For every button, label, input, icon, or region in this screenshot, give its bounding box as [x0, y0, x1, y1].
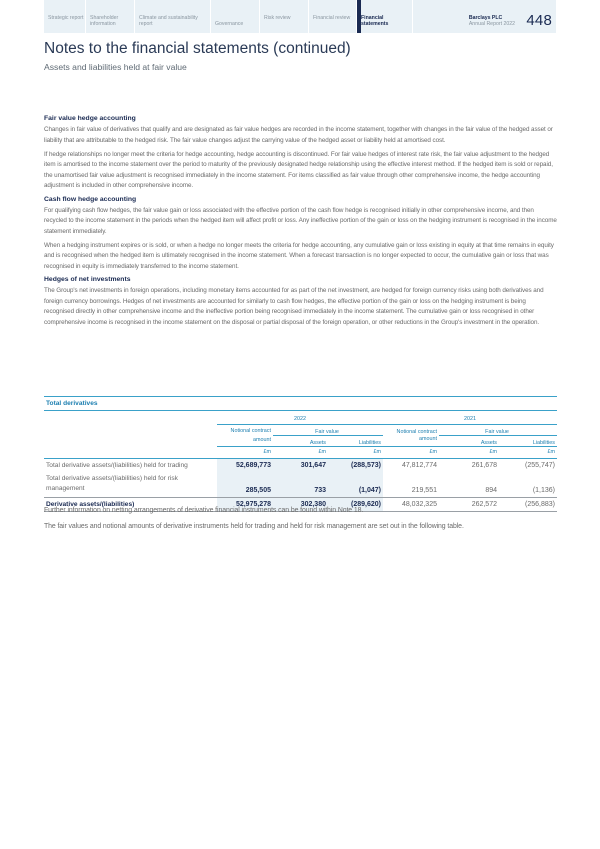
cell-notional-2021: 47,812,774: [401, 462, 437, 470]
cell-assets-2022: 733: [273, 473, 328, 497]
fair-value-header-2021: Fair value: [439, 424, 557, 435]
top-navigation: [44, 0, 556, 33]
year-header-2021: 2021: [383, 411, 557, 424]
section-heading-fair-value-hedge: Fair value hedge accounting: [44, 115, 136, 122]
brand-report: Annual Report 2022: [468, 21, 515, 28]
derivatives-table: [44, 411, 557, 512]
unit-label: £m: [439, 446, 499, 458]
unit-label: £m: [383, 446, 439, 458]
row-label: Total derivative assets/(liabilities) held for risk management: [46, 474, 178, 492]
nav-tab-risk-review[interactable]: Risk review: [260, 0, 309, 33]
row-label: Derivative assets/(liabilities): [44, 497, 217, 511]
section-heading-cash-flow-hedge: Cash flow hedge accounting: [44, 195, 137, 203]
col-liabilities-2021: Liabilities: [499, 435, 557, 446]
cell-assets-2021: 894: [485, 486, 497, 494]
footer-notes: [44, 506, 557, 537]
col-assets-2022: Assets: [273, 435, 328, 446]
page-subtitle: Assets and liabilities held at fair value: [44, 62, 187, 72]
paragraph: The Group's net investments in foreign operations, including monetary items accounted for as part of the net investment, are hedged for foreign currency risks using both derivatives and foreign currency borrowings. Hedges of net investments are accounted for similarly to cash flow hedges, the effective portion of the gain or loss on the hedging instrument is being recognised directly in other comprehensive income and the ineffective portion being recognised immediately in the income statement. The cumulative gain or loss recognised in other comprehensive income is recognised in the income statement on the disposal or partial disposal of the foreign operation, or other reductions in the Group's investment in the operation.: [44, 287, 544, 326]
paragraph: If hedge relationships no longer meet the criteria for hedge accounting, hedge accounting is discontinued. For fair value hedges of interest rate risk, the fair value adjustment to the hedged item is amortised to the income statement over the period to maturity of the previously designated hedge relationship using the effective interest method. If the hedged item is sold or repaid, the unamortised fair value adjustment is recognised immediately in the income statement. For items classified as fair value through other comprehensive income, the hedge accounting adjustment is included in other comprehensive income.: [44, 150, 553, 190]
brand-block: [469, 15, 515, 28]
col-liabilities-2022: Liabilities: [328, 435, 383, 446]
nav-tab-governance[interactable]: Governance: [211, 0, 260, 33]
nav-tab-shareholder-information[interactable]: Shareholder information: [86, 0, 135, 33]
nav-tab-financial-statements[interactable]: Financial statements: [357, 0, 413, 33]
cell-notional-2022: 52,689,773: [217, 458, 273, 473]
unit-label: £m: [328, 446, 383, 458]
paragraph: Changes in fair value of derivatives that qualify and are designated as fair value hedges are recorded in the income statement, together with changes in the fair value of the hedged asset or liability that are attributable to the hedged risk. The fair value changes adjust the carrying value of the hedged asset or liability held at amortised cost.: [44, 126, 553, 144]
fair-value-header-2022: Fair value: [273, 424, 383, 435]
paragraph: The fair values and notional amounts of derivative instruments held for trading and held for risk management are set out in the following table.: [44, 522, 464, 530]
page-title: Notes to the financial statements (continued): [44, 40, 351, 57]
paragraph: For qualifying cash flow hedges, the fair value gain or loss associated with the effective portion of the cash flow hedge is recognised initially in other comprehensive income, and then recycled to the income statement in the periods when the hedged item will affect profit or loss. Any ineffective portion of the gain or loss on the hedging instrument is recognised in the income statement immediately.: [44, 206, 557, 235]
unit-label: £m: [217, 446, 273, 458]
unit-label: £m: [499, 446, 557, 458]
cell-liabilities-2022: (289,620): [328, 497, 383, 511]
cell-notional-2021: 219,551: [411, 486, 437, 494]
col-notional-2022: Notional contract amount: [217, 424, 273, 446]
nav-tab-climate-sustainability[interactable]: Climate and sustainability report: [135, 0, 211, 33]
year-header-2022: 2022: [217, 411, 383, 424]
main-content: [44, 115, 557, 332]
cell-liabilities-2022: (1,047): [328, 473, 383, 497]
table-row: [44, 473, 557, 497]
cell-notional-2021: 48,032,325: [383, 497, 439, 511]
col-assets-2021: Assets: [439, 435, 499, 446]
cell-assets-2021: 262,572: [439, 497, 499, 511]
col-notional-2021: Notional contract amount: [383, 424, 439, 446]
table-row: [44, 458, 557, 473]
cell-assets-2021: 261,678: [471, 462, 497, 470]
cell-liabilities-2021: (1,136): [532, 486, 555, 494]
page-number: 448: [526, 12, 552, 29]
nav-tab-financial-review[interactable]: Financial review: [309, 0, 357, 33]
brand-name: Barclays PLC: [468, 15, 503, 21]
cell-assets-2022: 302,380: [273, 497, 328, 511]
cell-liabilities-2021: (256,883): [499, 497, 557, 511]
unit-label: £m: [273, 446, 328, 458]
cell-notional-2022: 285,505: [217, 473, 273, 497]
cell-assets-2022: 301,647: [273, 458, 328, 473]
paragraph: When a hedging instrument expires or is sold, or when a hedge no longer meets the criteria for hedge accounting, any cumulative gain or loss existing in equity at that time remains in equity and is recognised when the hedged item is ultimately recognised in the income statement. When a forecast transaction is no longer expected to occur, the cumulative gain or loss that was recognised in equity is immediately transferred to the income statement.: [44, 241, 554, 271]
cell-liabilities-2021: (255,747): [525, 462, 555, 470]
table-title: Total derivatives: [44, 396, 557, 411]
paragraph: Further information on netting arrangements of derivative financial instruments can be found within Note 18.: [44, 507, 364, 514]
nav-tab-strategic-report[interactable]: Strategic report: [44, 0, 86, 33]
row-label: Total derivative assets/(liabilities) held for trading: [46, 462, 188, 470]
total-derivatives-table: [44, 396, 557, 512]
cell-notional-2022: 52,975,278: [217, 497, 273, 511]
section-heading-net-investments: Hedges of net investments: [44, 276, 131, 284]
cell-liabilities-2022: (288,573): [328, 458, 383, 473]
